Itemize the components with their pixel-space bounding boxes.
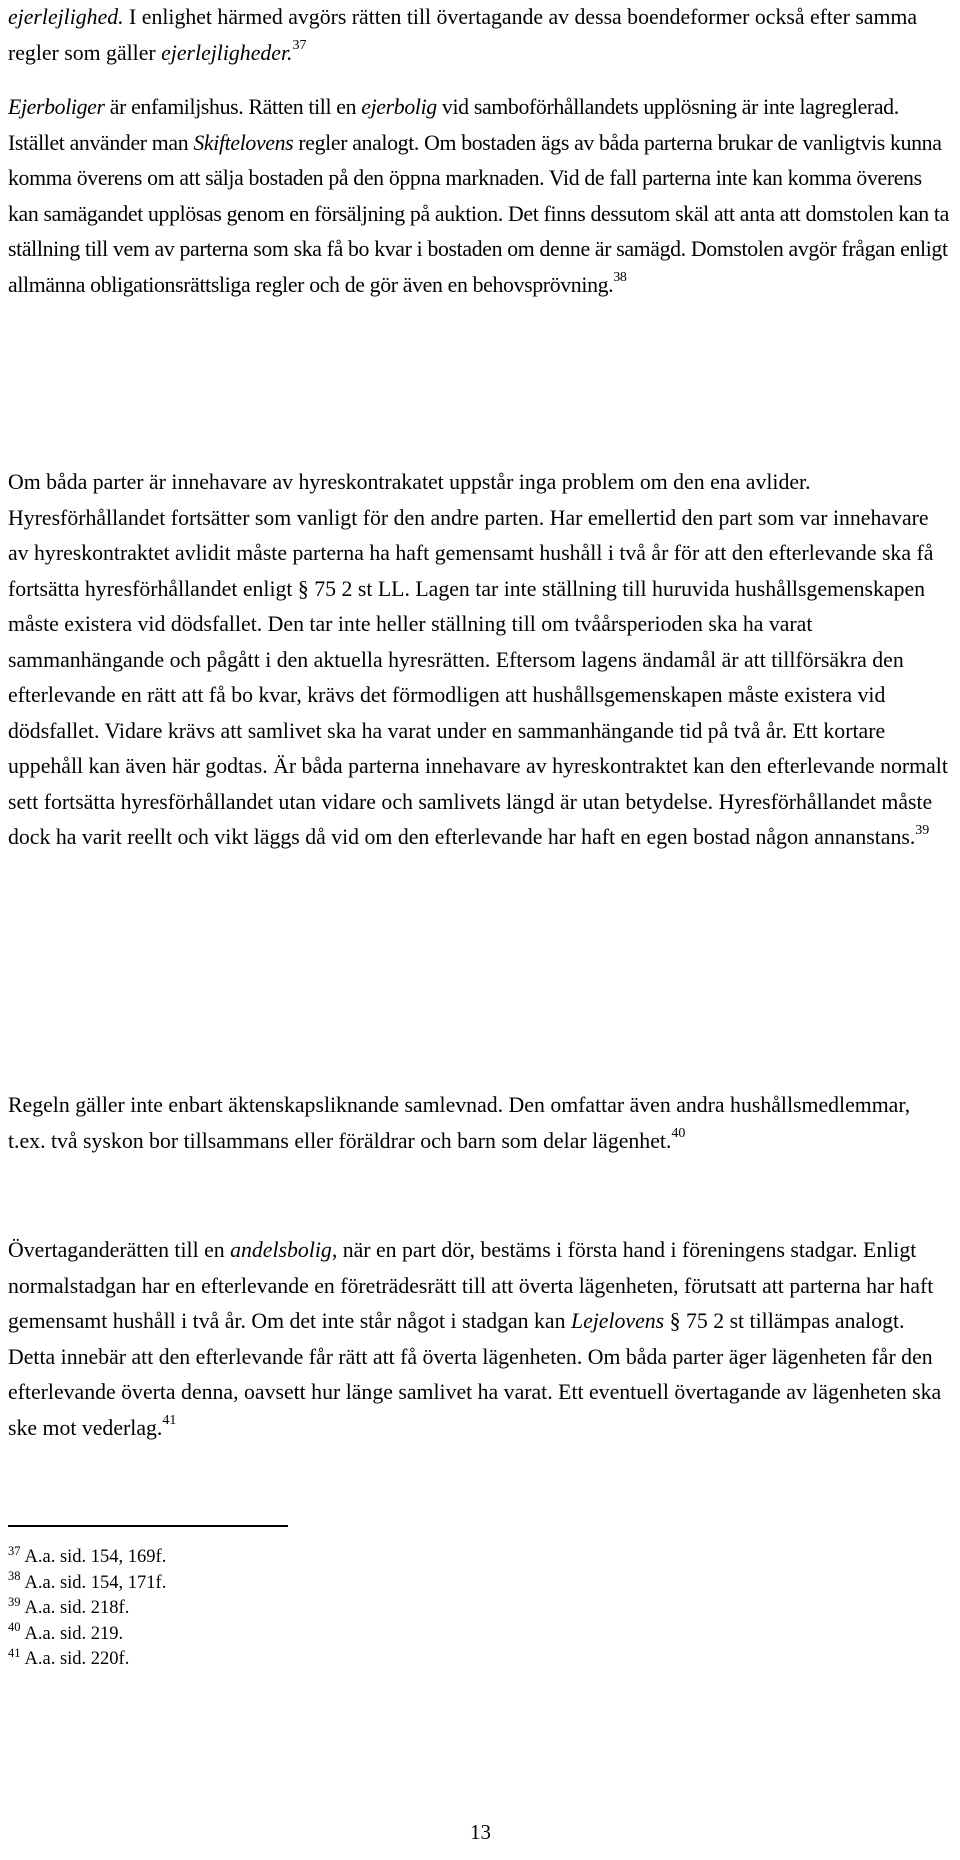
footnote-number: 38 [8, 1569, 21, 1584]
footnote [8, 1622, 166, 1648]
text-run: § 75 2 st tillämpas analogt. Detta innebär att den efterlevande får rätt att få överta lägenheten. Om båda parter äger lägenheten får den efterlevande överta denna, oavsett hur länge samlivet ha varat. Ett eventuell övertagande av lägenheten ska ske mot vederlag. [8, 1309, 942, 1440]
page-number: 13 [470, 1820, 491, 1844]
italic-term: Lejelovens [570, 1309, 665, 1333]
footnote [8, 1596, 166, 1622]
footnote [8, 1545, 166, 1571]
footnote [8, 1647, 166, 1673]
paragraph-ejerlejligheder [8, 0, 953, 71]
footnote-reference: 37 [292, 38, 307, 54]
italic-term: ejerlejligheder. [161, 40, 293, 65]
paragraph-ejerboliger [8, 90, 953, 303]
footnote [8, 1571, 166, 1597]
footnote-text: A.a. sid. 154, 171f. [24, 1572, 167, 1593]
footnote-number: 40 [8, 1620, 21, 1635]
footnote-text: A.a. sid. 219. [24, 1623, 124, 1644]
paragraph-hyresratt [8, 465, 953, 856]
text-run: vid samboförhållandets upplösning är inte lagreglerad. Istället använder man [8, 95, 899, 155]
italic-term: ejerlejlighed. [8, 5, 124, 29]
footnote-divider [8, 1525, 288, 1527]
paragraph-andelsbolig [8, 1233, 953, 1446]
text-run: Om båda parter är innehavare av hyreskontrakatet uppstår inga problem om den ena avlider. Hyresförhållandet fortsätter som vanligt för den andre parten. Har emellertid den part som var innehavare av hyreskontraktet avlidit måste parterna ha haft gemensamt hushåll i två år för att den efterlevande ska få fortsätta hyresförhållandet enligt § 75 2 st LL. Lagen tar inte ställning till huruvida hushållsgemenskapen måste existera vid dödsfallet. Den tar inte heller ställning till om tvåårsperioden ska ha varat sammanhängande och pågått i den aktuella hyresrätten. Eftersom lagens ändamål är att tillförsäkra den efterlevande en rätt att få bo kvar, krävs det förmodligen att hushållsgemenskapen måste existera vid dödsfallet. Vidare krävs att samlivet ska ha varat under en sammanhängande tid på två år. Ett kortare uppehåll kan även här godtas. Är båda parterna innehavare av hyreskontraktet kan den efterlevande normalt sett fortsätta hyresförhållandet utan vidare och samlivets längd är utan betydelse. Hyresförhållandet måste dock ha varit reellt och vikt läggs då vid om den efterlevande har haft en egen bostad någon annanstans. [8, 470, 948, 849]
footnote-number: 37 [8, 1543, 21, 1558]
footnote-reference: 38 [613, 270, 627, 286]
footnote-reference: 39 [915, 822, 930, 838]
italic-term: Skiftelovens [193, 130, 294, 155]
footnote-text: A.a. sid. 154, 169f. [24, 1547, 167, 1567]
footnote-number: 41 [8, 1645, 21, 1660]
footnote-text: A.a. sid. 220f. [24, 1649, 130, 1669]
footnote-reference: 40 [671, 1126, 686, 1142]
italic-term: ejerbolig [361, 95, 437, 119]
italic-term: Ejerboliger [8, 95, 105, 119]
footnote-number: 39 [8, 1594, 21, 1609]
text-run: när en part dör, bestäms i första hand i föreningens stadgar. Enligt normalstadgan har en efterlevande en företrädesrätt till att överta lägenheten, förutsatt att parterna har haft gemensamt hushåll i två år. Om det inte står något i stadgan kan [8, 1238, 934, 1333]
footnote-reference: 41 [162, 1413, 177, 1429]
paragraph-hushallsmedlemmar [8, 1088, 953, 1159]
footnote-list [8, 1545, 166, 1673]
text-run: I enlighet härmed avgörs rätten till övertagande av dessa boendeformer också efter samma regler som gäller [8, 5, 918, 65]
text-run: Övertaganderätten till en [8, 1238, 231, 1262]
text-run: regler analogt. Om bostaden ägs av båda parterna brukar de vanligtvis kunna komma överens om att sälja bostaden på den öppna marknaden. Vid de fall parterna inte kan komma överens kan samägandet upplösas genom en försäljning på auktion. Det finns dessutom skäl att anta att domstolen kan ta ställning till vem av parterna som ska få bo kvar i bostaden om denne är samägd. Domstolen avgör frågan enligt allmänna obligationsrättsliga regler och de gör även en behovsprövning. [8, 130, 949, 297]
text-run: är enfamiljshus. Rätten till en [104, 95, 362, 119]
footnote-text: A.a. sid. 218f. [24, 1598, 130, 1618]
text-run: Regeln gäller inte enbart äktenskapsliknande samlevnad. Den omfattar även andra hushållsmedlemmar, t.ex. två syskon bor tillsammans eller föräldrar och barn som delar lägenhet. [8, 1093, 911, 1153]
italic-term: andelsbolig, [230, 1238, 338, 1262]
